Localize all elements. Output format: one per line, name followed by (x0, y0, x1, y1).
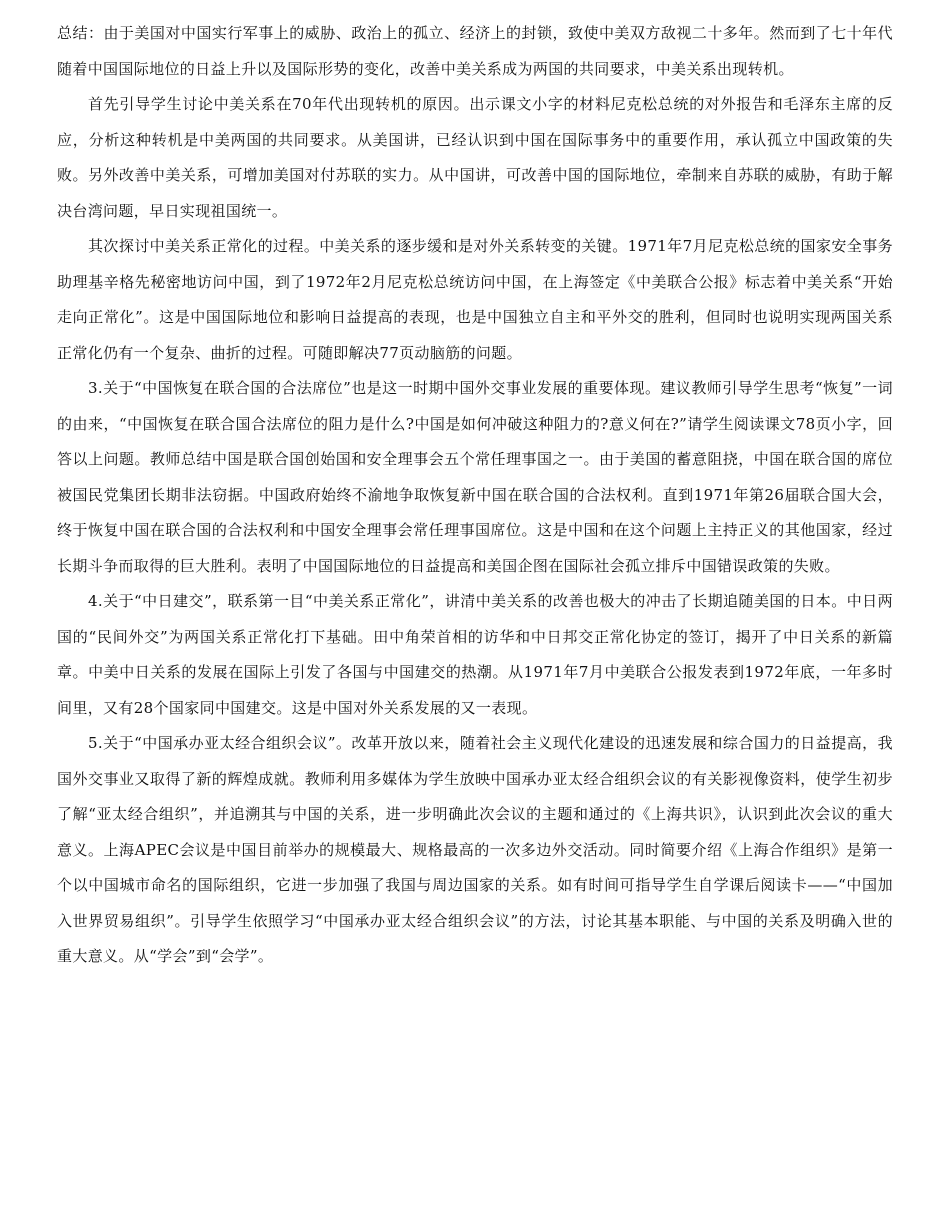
document-page (57, 16, 893, 975)
paragraph-sino-japan-relations: 4.关于“中日建交”，联系第一目“中美关系正常化”，讲清中美关系的改善也极大的冲击了长期追随美国的日本。中日两国的“民间外交”为两国关系正常化打下基础。田中角荣首相的访华和中日邦交正常化协定的签订，揭开了中日关系的新篇章。中美中日关系的发展在国际上引发了各国与中国建交的热潮。从1971年7月中美联合公报发表到1972年底，一年多时间里，又有28个国家同中国建交。这是中国对外关系发展的又一表现。 (57, 592, 893, 717)
paragraph-normalization-process: 其次探讨中美关系正常化的过程。中美关系的逐步缓和是对外关系转变的关键。1971年7月尼克松总统的国家安全事务助理基辛格先秘密地访问中国，到了1972年2月尼克松总统访问中国，在上海签定《中美联合公报》标志着中美关系“开始走向正常化”。这是中国国际地位和影响日益提高的表现，也是中国独立自主和平外交的胜利，但同时也说明实现两国关系正常化仍有一个复杂、曲折的过程。可随即解决77页动脑筋的问题。 (57, 237, 893, 362)
paragraph-summary: 总结：由于美国对中国实行军事上的威胁、政治上的孤立、经济上的封锁，致使中美双方敌视二十多年。然而到了七十年代随着中国国际地位的日益上升以及国际形势的变化，改善中美关系成为两国的共同要求，中美关系出现转机。 (57, 24, 893, 78)
paragraph-apec-meeting: 5.关于“中国承办亚太经合组织会议”。改革开放以来，随着社会主义现代化建设的迅速发展和综合国力的日益提高，我国外交事业又取得了新的辉煌成就。教师利用多媒体为学生放映中国承办亚太经合组织会议的有关影视像资料，使学生初步了解“亚太经合组织”，并追溯其与中国的关系，进一步明确此次会议的主题和通过的《上海共识》，认识到此次会议的重大意义。上海APEC会议是中国目前举办的规模最大、规格最高的一次多边外交活动。同时简要介绍《上海合作组织》是第一个以中国城市命名的国际组织，它进一步加强了我国与周边国家的关系。如有时间可指导学生自学课后阅读卡——“中国加入世界贸易组织”。引导学生依照学习“中国承办亚太经合组织会议”的方法，讨论其基本职能、与中国的关系及明确入世的重大意义。从“学会”到“会学”。 (57, 734, 893, 965)
paragraph-un-seat: 3.关于“中国恢复在联合国的合法席位”也是这一时期中国外交事业发展的重要体现。建议教师引导学生思考“恢复”一词的由来，“中国恢复在联合国合法席位的阻力是什么?中国是如何冲破这种阻力的?意义何在?”请学生阅读课文78页小字，回答以上问题。教师总结中国是联合国创始国和安全理事会五个常任理事国之一。由于美国的蓄意阻挠，中国在联合国的席位被国民党集团长期非法窃据。中国政府始终不渝地争取恢复新中国在联合国的合法权利。直到1971年第26届联合国大会，终于恢复中国在联合国的合法权利和中国安全理事会常任理事国席位。这是中国和在这个问题上主持正义的其他国家，经过长期斗争而取得的巨大胜利。表明了中国国际地位的日益提高和美国企图在国际社会孤立排斥中国错误政策的失败。 (57, 379, 893, 575)
paragraph-turning-point-reasons: 首先引导学生讨论中美关系在70年代出现转机的原因。出示课文小字的材料尼克松总统的对外报告和毛泽东主席的反应，分析这种转机是中美两国的共同要求。从美国讲，已经认识到中国在国际事务中的重要作用，承认孤立中国政策的失败。另外改善中美关系，可增加美国对付苏联的实力。从中国讲，可改善中国的国际地位，牵制来自苏联的威胁，有助于解决台湾问题，早日实现祖国统一。 (57, 95, 893, 220)
